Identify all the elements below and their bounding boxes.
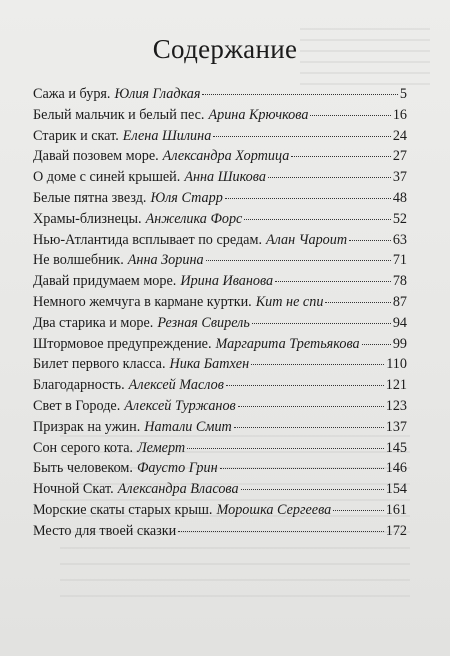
page-title: Содержание	[152, 34, 298, 64]
toc-entry	[33, 188, 407, 209]
toc-entry-title: Сон серого кота.	[33, 439, 134, 456]
toc-entry-title: Призрак на ужин.	[33, 418, 141, 435]
toc-entry	[33, 458, 407, 479]
dot-leader	[241, 489, 384, 490]
toc-entry-author: Елена Шилина	[122, 127, 212, 144]
toc-entry-author: Кит не спи	[255, 293, 324, 310]
dot-leader	[225, 198, 391, 199]
toc-entry	[33, 417, 407, 438]
toc-entry-page-number: 63	[392, 231, 407, 248]
toc-entry-title: Нью-Атлантида всплывает по средам.	[33, 231, 262, 248]
toc-entry-page-number: 161	[385, 501, 407, 518]
toc-entry-title: Два старика и море.	[33, 314, 154, 331]
toc-entry	[33, 146, 407, 167]
toc-entry	[33, 271, 407, 292]
dot-leader	[206, 260, 391, 261]
toc-entry-author: Маргарита Третьякова	[215, 335, 360, 352]
dot-leader	[333, 510, 383, 511]
toc-entry-title: Белый мальчик и белый пес.	[33, 106, 205, 123]
toc-entry-page-number: 48	[392, 189, 407, 206]
dot-leader	[251, 364, 384, 365]
dot-leader	[362, 344, 391, 345]
toc-entry-title: Не волшебник.	[33, 252, 124, 269]
toc-entry-page-number: 154	[385, 481, 407, 498]
toc-entry-title: Штормовое предупреждение.	[33, 335, 212, 352]
dot-leader	[310, 115, 390, 116]
toc-entry-title: Место для твоей сказки	[33, 522, 177, 539]
toc-entry-author: Алексей Маслов	[128, 377, 224, 394]
toc-entry	[33, 479, 407, 500]
dot-leader	[325, 302, 390, 303]
toc-entry	[33, 438, 407, 459]
toc-entry-title: Старик и скат.	[33, 127, 119, 144]
toc-entry-author: Алан Чароит	[266, 231, 348, 248]
toc-entry-page-number: 16	[392, 106, 407, 123]
toc-entry	[33, 500, 407, 521]
toc-entry	[33, 230, 407, 251]
toc-entry	[33, 84, 407, 105]
toc-entry-title: Билет первого класса.	[33, 356, 166, 373]
toc-entry	[33, 521, 407, 542]
dot-leader	[291, 156, 390, 157]
toc-entry-author: Александра Хортица	[162, 148, 290, 165]
toc-entry-page-number: 87	[392, 293, 407, 310]
toc-entry-author: Натали Смит	[144, 418, 232, 435]
toc-entry-author: Анна Зорина	[127, 252, 204, 269]
toc-entry-author: Ника Батхен	[169, 356, 250, 373]
toc-entry-author: Александра Власова	[117, 481, 239, 498]
dot-leader	[213, 136, 391, 137]
dot-leader	[220, 468, 384, 469]
toc-entry	[33, 167, 407, 188]
toc-entry-page-number: 145	[385, 439, 407, 456]
dot-leader	[268, 177, 391, 178]
toc-entry-title: Быть человеком.	[33, 460, 133, 477]
toc-entry	[33, 105, 407, 126]
toc-entry-author: Морошка Сергеева	[216, 501, 332, 518]
dot-leader	[275, 281, 391, 282]
toc-entry-title: Сажа и буря.	[33, 86, 111, 102]
toc-entry	[33, 209, 407, 230]
dot-leader	[244, 219, 390, 220]
toc-entry-page-number: 5	[399, 86, 407, 102]
toc-entry-author: Резная Свирель	[157, 314, 250, 331]
toc-entry	[33, 126, 407, 147]
dot-leader	[202, 94, 397, 95]
toc-entry	[33, 292, 407, 313]
table-of-contents	[33, 84, 407, 542]
toc-entry-page-number: 52	[392, 210, 407, 227]
toc-entry-page-number: 137	[385, 418, 407, 435]
dot-leader	[178, 531, 383, 532]
toc-entry-author: Алексей Туржанов	[124, 397, 236, 414]
toc-entry	[33, 313, 407, 334]
toc-entry	[33, 334, 407, 355]
dot-leader	[234, 427, 384, 428]
toc-entry-page-number: 121	[385, 377, 407, 394]
toc-entry-author: Фаусто Грин	[136, 460, 218, 477]
toc-entry-author: Юлия Гладкая	[114, 86, 201, 102]
toc-entry-author: Анжелика Форс	[145, 210, 243, 227]
dot-leader	[187, 448, 384, 449]
toc-entry-page-number: 146	[385, 460, 407, 477]
dot-leader	[252, 323, 391, 324]
toc-entry-title: Благодарность.	[33, 377, 125, 394]
toc-entry	[33, 250, 407, 271]
toc-entry-title: Давай позовем море.	[33, 148, 159, 165]
toc-entry-page-number: 94	[392, 314, 407, 331]
toc-entry-title: Ночной Скат.	[33, 481, 114, 498]
toc-entry-author: Арина Крючкова	[208, 106, 309, 123]
toc-entry-author: Лемерт	[137, 439, 186, 456]
toc-entry-author: Юля Старр	[150, 189, 223, 206]
toc-entry	[33, 375, 407, 396]
toc-entry-author: Анна Шикова	[184, 169, 266, 186]
toc-entry-page-number: 71	[392, 252, 407, 269]
toc-entry-page-number: 123	[385, 397, 407, 414]
toc-entry-title: О доме с синей крышей.	[33, 169, 181, 186]
toc-entry-page-number: 110	[386, 356, 407, 373]
toc-entry-page-number: 172	[385, 522, 407, 539]
dot-leader	[226, 385, 384, 386]
toc-entry-title: Свет в Городе.	[33, 397, 121, 414]
dot-leader	[349, 240, 391, 241]
toc-entry-page-number: 78	[392, 273, 407, 290]
toc-entry-author: Ирина Иванова	[180, 273, 274, 290]
toc-entry-page-number: 37	[392, 169, 407, 186]
toc-entry	[33, 396, 407, 417]
toc-entry-title: Белые пятна звезд.	[33, 189, 147, 206]
dot-leader	[238, 406, 384, 407]
toc-entry	[33, 354, 407, 375]
toc-entry-page-number: 27	[392, 148, 407, 165]
toc-entry-page-number: 99	[392, 335, 407, 352]
toc-entry-title: Давай придумаем море.	[33, 273, 177, 290]
toc-entry-page-number: 24	[392, 127, 407, 144]
toc-entry-title: Немного жемчуга в кармане куртки.	[33, 293, 252, 310]
toc-entry-title: Храмы-близнецы.	[33, 210, 142, 227]
toc-entry-title: Морские скаты старых крыш.	[33, 501, 213, 518]
